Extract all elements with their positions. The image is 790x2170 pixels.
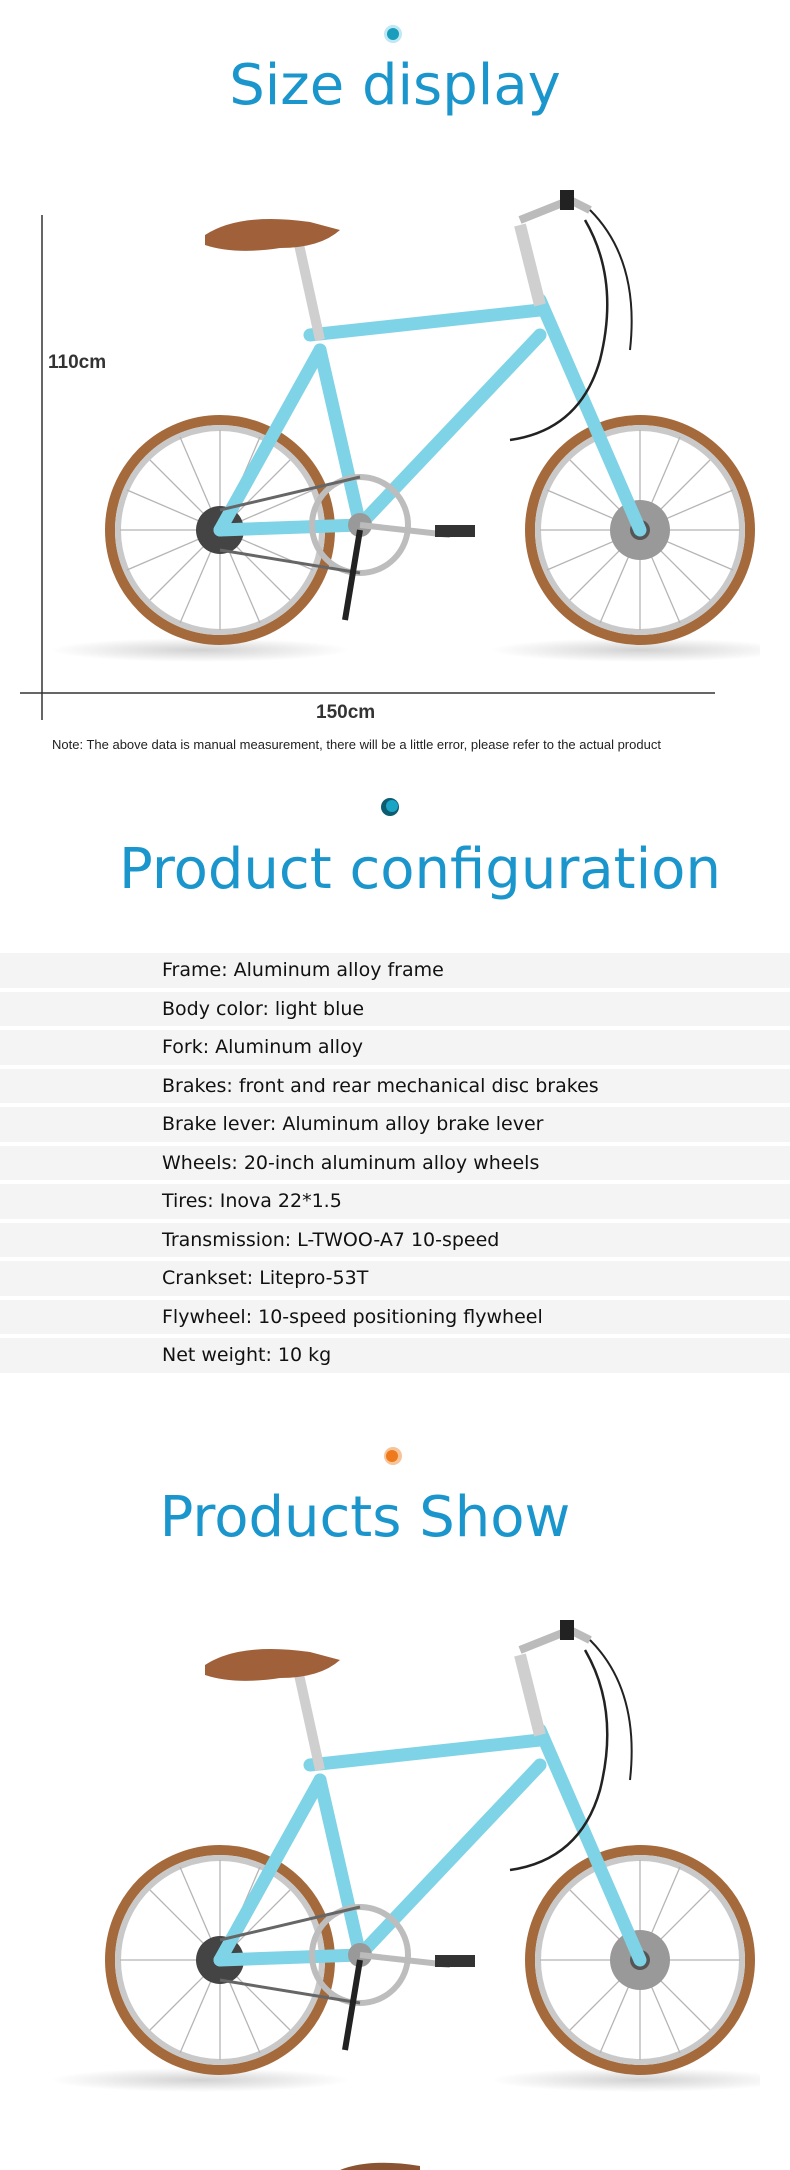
spec-row: Brakes: front and rear mechanical disc brakes: [0, 1069, 790, 1104]
spec-row: Crankset: Litepro-53T: [0, 1261, 790, 1296]
section-title-size: Size display: [229, 53, 561, 118]
spec-row: Wheels: 20-inch aluminum alloy wheels: [0, 1146, 790, 1181]
measurement-note: Note: The above data is manual measurement, there will be a little error, please refer to the actual product: [52, 737, 661, 752]
spec-list: [0, 953, 790, 1377]
spec-row: Brake lever: Aluminum alloy brake lever: [0, 1107, 790, 1142]
section-title-config: Product configuration: [119, 837, 721, 902]
height-dimension-label: 110cm: [48, 352, 107, 373]
section-dot-icon: [384, 1447, 402, 1465]
section-title-show: Products Show: [159, 1485, 571, 1550]
bicycle-image: [40, 1620, 760, 2100]
section-dot-icon: [381, 798, 399, 816]
spec-row: Frame: Aluminum alloy frame: [0, 953, 790, 988]
width-dimension-label: 150cm: [316, 702, 376, 723]
bicycle-image: [40, 190, 760, 670]
spec-row: Transmission: L-TWOO-A7 10-speed: [0, 1223, 790, 1258]
spec-row: Net weight: 10 kg: [0, 1338, 790, 1373]
cropped-saddle-image: [340, 2158, 420, 2170]
spec-row: Fork: Aluminum alloy: [0, 1030, 790, 1065]
spec-row: Tires: Inova 22*1.5: [0, 1184, 790, 1219]
spec-row: Flywheel: 10-speed positioning flywheel: [0, 1300, 790, 1335]
spec-row: Body color: light blue: [0, 992, 790, 1027]
